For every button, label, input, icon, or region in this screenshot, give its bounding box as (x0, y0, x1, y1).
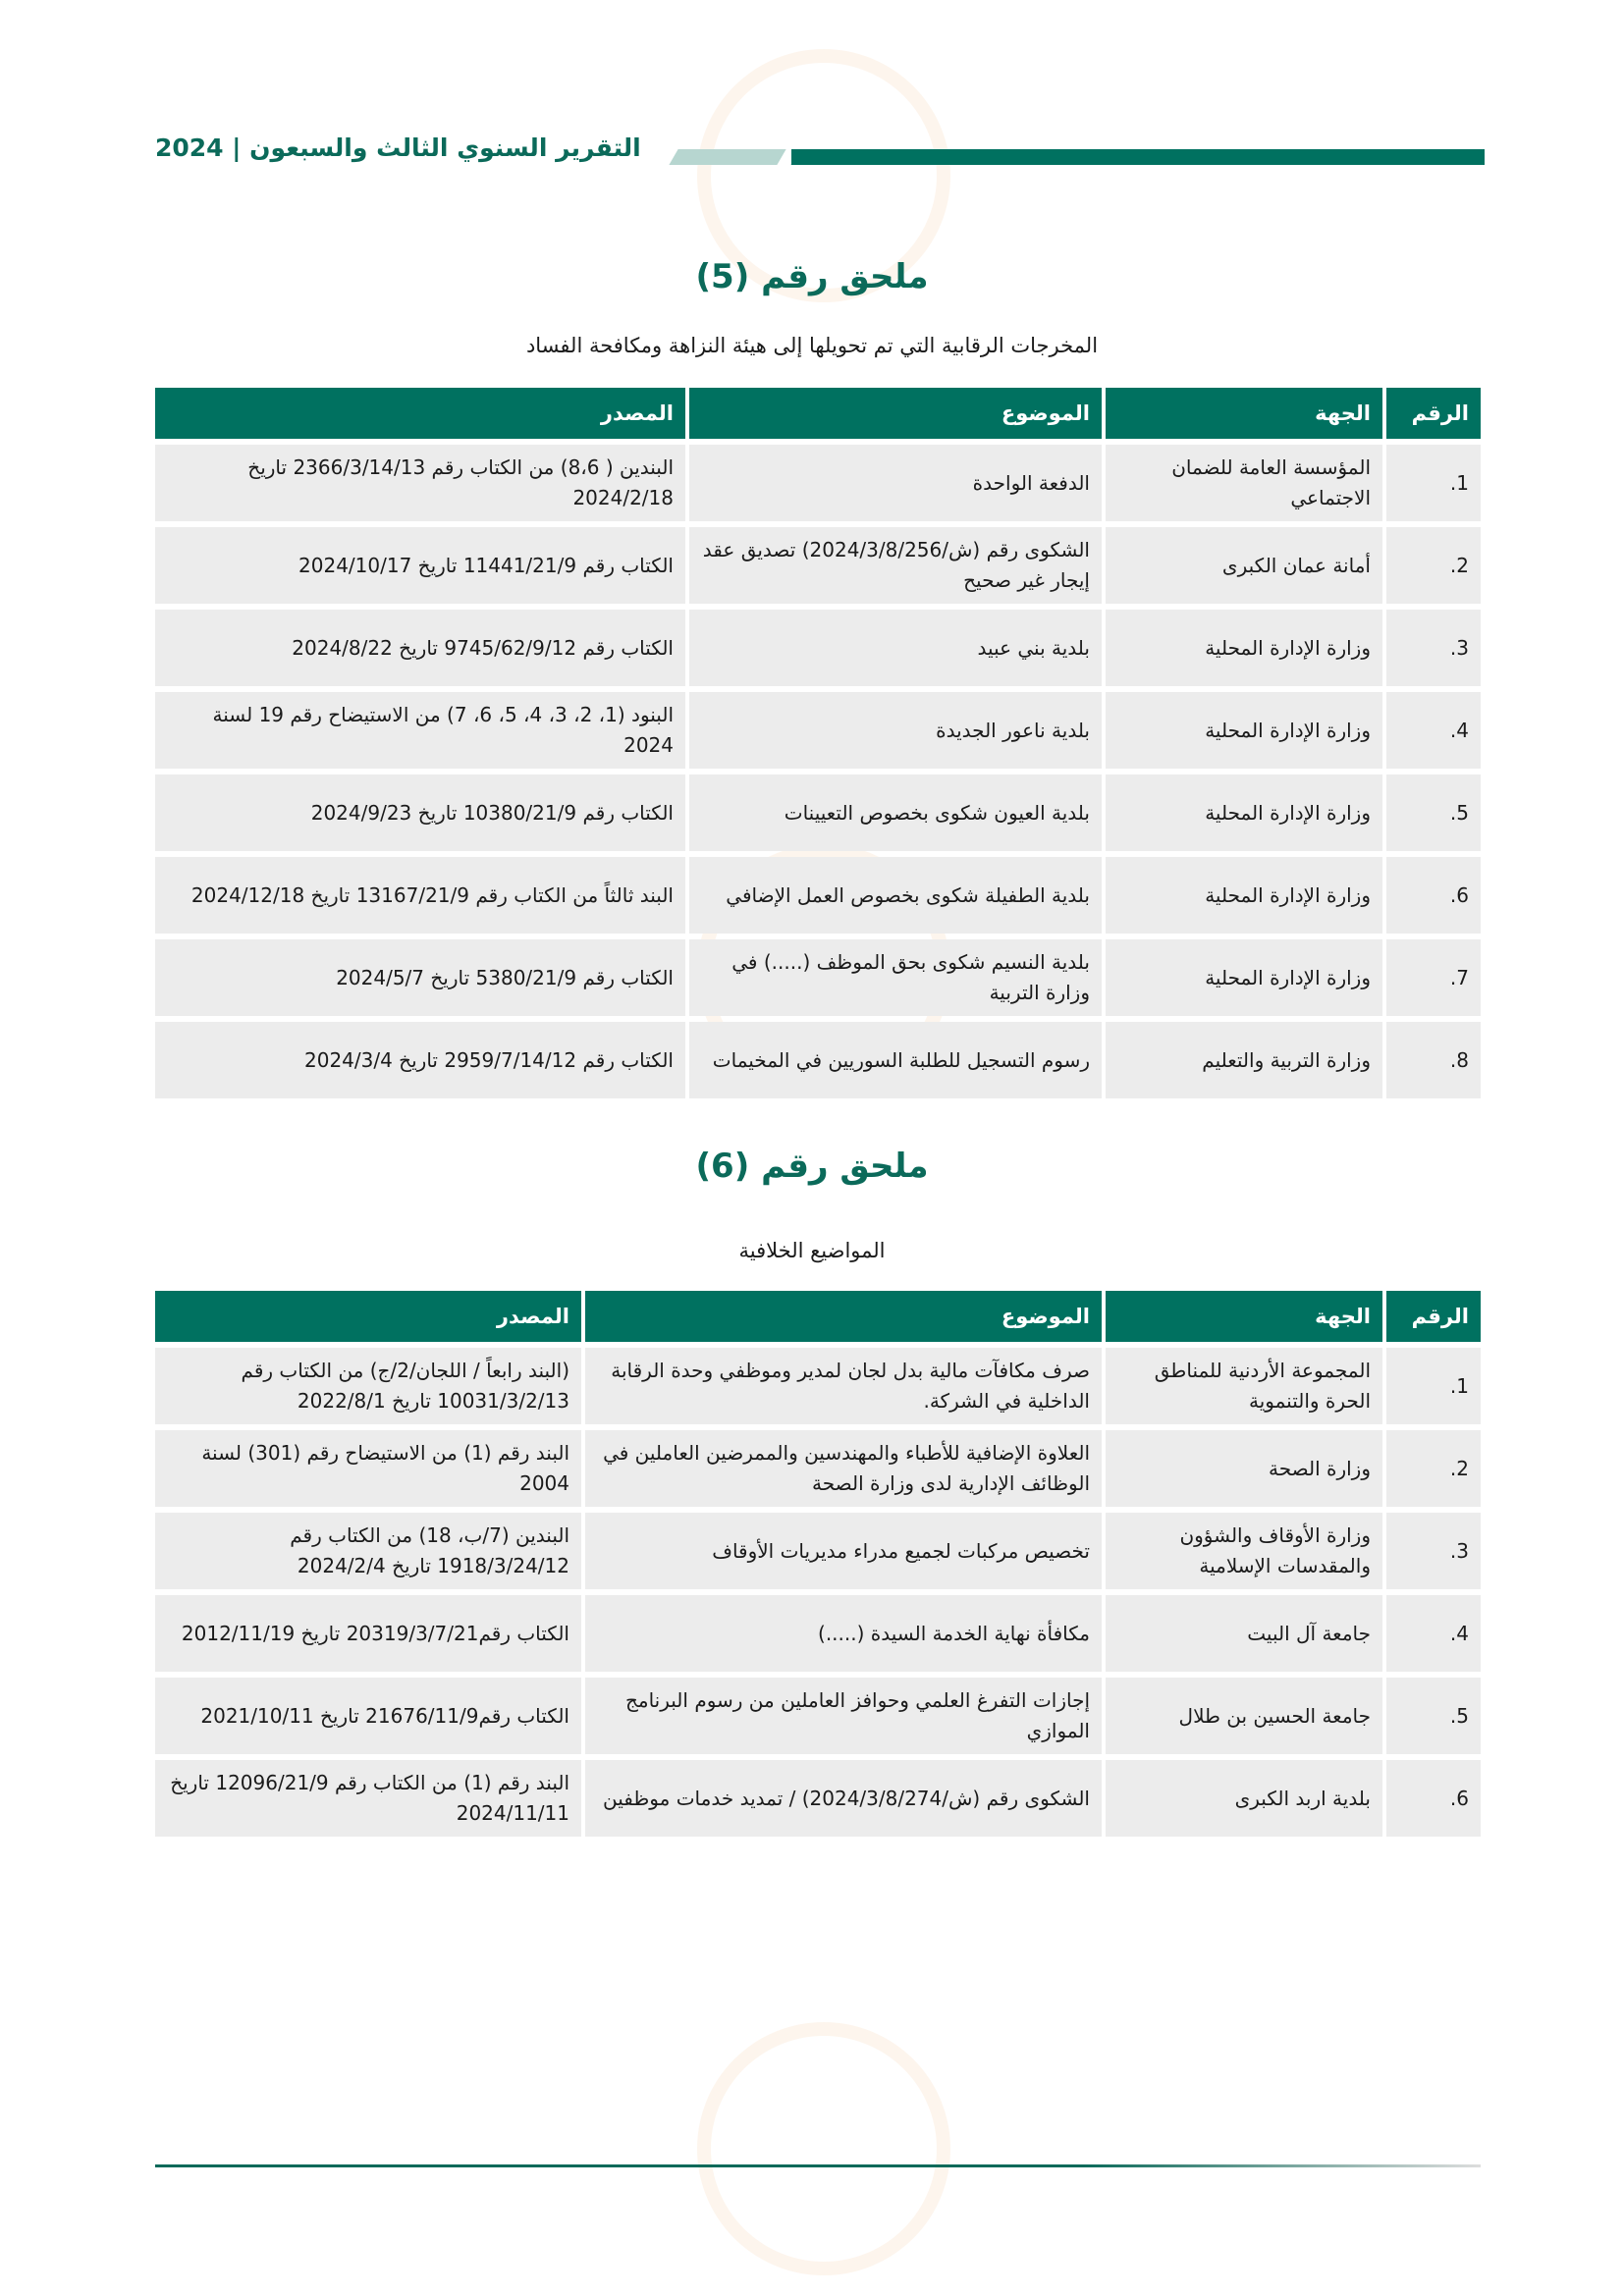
table-cell: جامعة آل البيت (1106, 1595, 1382, 1672)
table-cell: جامعة الحسين بن طلال (1106, 1678, 1382, 1754)
table-cell: 4. (1386, 692, 1481, 769)
table-cell: 2. (1386, 1430, 1481, 1507)
footer-divider (155, 2164, 1481, 2167)
table-cell: وزارة الأوقاف والشؤون والمقدسات الإسلامية (1106, 1513, 1382, 1589)
table-cell: وزارة التربية والتعليم (1106, 1022, 1382, 1098)
table-cell: وزارة الإدارة المحلية (1106, 774, 1382, 851)
column-header: الرقم (1386, 388, 1481, 439)
table-header-row (155, 388, 1481, 439)
column-header: الجهة (1106, 388, 1382, 439)
table-cell: (البند رابعاً / اللجان/2/ج) من الكتاب رقم 10031/3/2/13 تاريخ 2022/8/1 (155, 1348, 581, 1424)
table-cell: بلدية الطفيلة شكوى بخصوص العمل الإضافي (689, 857, 1102, 934)
annex6-table (151, 1285, 1485, 1842)
table-cell: الكتاب رقم21676/11/9 تاريخ 2021/10/11 (155, 1678, 581, 1754)
table-row (155, 774, 1481, 851)
table-cell: بلدية النسيم شكوى بحق الموظف (.....) في وزارة التربية (689, 939, 1102, 1016)
table-cell: أمانة عمان الكبرى (1106, 527, 1382, 604)
table-cell: وزارة الإدارة المحلية (1106, 692, 1382, 769)
table-cell: البند رقم (1) من الاستيضاح رقم (301) لسنة 2004 (155, 1430, 581, 1507)
table-row (155, 445, 1481, 521)
table-cell: الكتاب رقم 9745/62/9/12 تاريخ 2024/8/22 (155, 610, 685, 686)
table-cell: 7. (1386, 939, 1481, 1016)
header-bar-main (791, 149, 1485, 165)
table-row (155, 1595, 1481, 1672)
table-cell: 5. (1386, 1678, 1481, 1754)
report-header-title: التقرير السنوي الثالث والسبعون | 2024 (155, 133, 641, 162)
table-cell: بلدية العيون شكوى بخصوص التعيينات (689, 774, 1102, 851)
column-header: الموضوع (689, 388, 1102, 439)
table-cell: العلاوة الإضافية للأطباء والمهندسين والممرضين العاملين في الوظائف الإدارية لدى وزارة الصحة (585, 1430, 1102, 1507)
table-cell: رسوم التسجيل للطلبة السوريين في المخيمات (689, 1022, 1102, 1098)
table-row (155, 1022, 1481, 1098)
table-row (155, 857, 1481, 934)
annex6-title: ملحق رقم (6) (695, 1147, 929, 1186)
table-row (155, 610, 1481, 686)
column-header: المصدر (155, 1291, 581, 1342)
annex6-subtitle: المواضيع الخلافية (738, 1239, 886, 1262)
column-header: الموضوع (585, 1291, 1102, 1342)
table-cell: البندين (7/ب، 18) من الكتاب رقم 1918/3/24/12 تاريخ 2024/2/4 (155, 1513, 581, 1589)
table-cell: البنود (1، 2، 3، 4، 5، 6، 7) من الاستيضاح رقم 19 لسنة 2024 (155, 692, 685, 769)
table-row (155, 527, 1481, 604)
table-cell: بلدية اربد الكبرى (1106, 1760, 1382, 1837)
table-cell: 3. (1386, 610, 1481, 686)
table-cell: بلدية ناعور الجديدة (689, 692, 1102, 769)
table-cell: 3. (1386, 1513, 1481, 1589)
table-cell: وزارة الإدارة المحلية (1106, 610, 1382, 686)
table-cell: وزارة الصحة (1106, 1430, 1382, 1507)
table-cell: وزارة الإدارة المحلية (1106, 939, 1382, 1016)
table-cell: الكتاب رقم20319/3/7/21 تاريخ 2012/11/19 (155, 1595, 581, 1672)
table-cell: مكافأة نهاية الخدمة السيدة (.....) (585, 1595, 1102, 1672)
column-header: الجهة (1106, 1291, 1382, 1342)
watermark-clock (697, 2022, 950, 2275)
table-cell: البندين ( 8،6) من الكتاب رقم 2366/3/14/13 تاريخ 2024/2/18 (155, 445, 685, 521)
table-cell: 2. (1386, 527, 1481, 604)
table-row (155, 1678, 1481, 1754)
table-cell: البند ثالثاً من الكتاب رقم 13167/21/9 تاريخ 2024/12/18 (155, 857, 685, 934)
table-cell: المجموعة الأردنية للمناطق الحرة والتنموية (1106, 1348, 1382, 1424)
table-cell: المؤسسة العامة للضمان الاجتماعي (1106, 445, 1382, 521)
table-row (155, 1513, 1481, 1589)
table-cell: 6. (1386, 1760, 1481, 1837)
table-cell: 1. (1386, 445, 1481, 521)
table-row (155, 1760, 1481, 1837)
table-cell: إجازات التفرغ العلمي وحوافز العاملين من رسوم البرنامج الموازي (585, 1678, 1102, 1754)
table-cell: 1. (1386, 1348, 1481, 1424)
annex5-subtitle: المخرجات الرقابية التي تم تحويلها إلى هيئة النزاهة ومكافحة الفساد (525, 334, 1099, 357)
table-cell: وزارة الإدارة المحلية (1106, 857, 1382, 934)
table-cell: الكتاب رقم 10380/21/9 تاريخ 2024/9/23 (155, 774, 685, 851)
header-bar-light (669, 149, 785, 165)
column-header: الرقم (1386, 1291, 1481, 1342)
annex5-title: ملحق رقم (5) (695, 257, 929, 296)
table-cell: الشكوى رقم (ش/2024/3/8/274) / تمديد خدمات موظفين (585, 1760, 1102, 1837)
table-cell: الكتاب رقم 2959/7/14/12 تاريخ 2024/3/4 (155, 1022, 685, 1098)
table-cell: 4. (1386, 1595, 1481, 1672)
table-header-row (155, 1291, 1481, 1342)
table-cell: 5. (1386, 774, 1481, 851)
table-cell: 6. (1386, 857, 1481, 934)
table-cell: الدفعة الواحدة (689, 445, 1102, 521)
table-cell: الكتاب رقم 5380/21/9 تاريخ 2024/5/7 (155, 939, 685, 1016)
table-row (155, 692, 1481, 769)
table-row (155, 1430, 1481, 1507)
table-row (155, 939, 1481, 1016)
table-cell: البند رقم (1) من الكتاب رقم 12096/21/9 تاريخ 2024/11/11 (155, 1760, 581, 1837)
table-cell: 8. (1386, 1022, 1481, 1098)
table-cell: تخصيص مركبات لجميع مدراء مديريات الأوقاف (585, 1513, 1102, 1589)
annex5-table (151, 382, 1485, 1104)
column-header: المصدر (155, 388, 685, 439)
table-cell: صرف مكافآت مالية بدل لجان لمدير وموظفي وحدة الرقابة الداخلية في الشركة. (585, 1348, 1102, 1424)
table-cell: الكتاب رقم 11441/21/9 تاريخ 2024/10/17 (155, 527, 685, 604)
table-row (155, 1348, 1481, 1424)
table-cell: الشكوى رقم (ش/2024/3/8/256) تصديق عقد إيجار غير صحيح (689, 527, 1102, 604)
table-cell: بلدية بني عبيد (689, 610, 1102, 686)
